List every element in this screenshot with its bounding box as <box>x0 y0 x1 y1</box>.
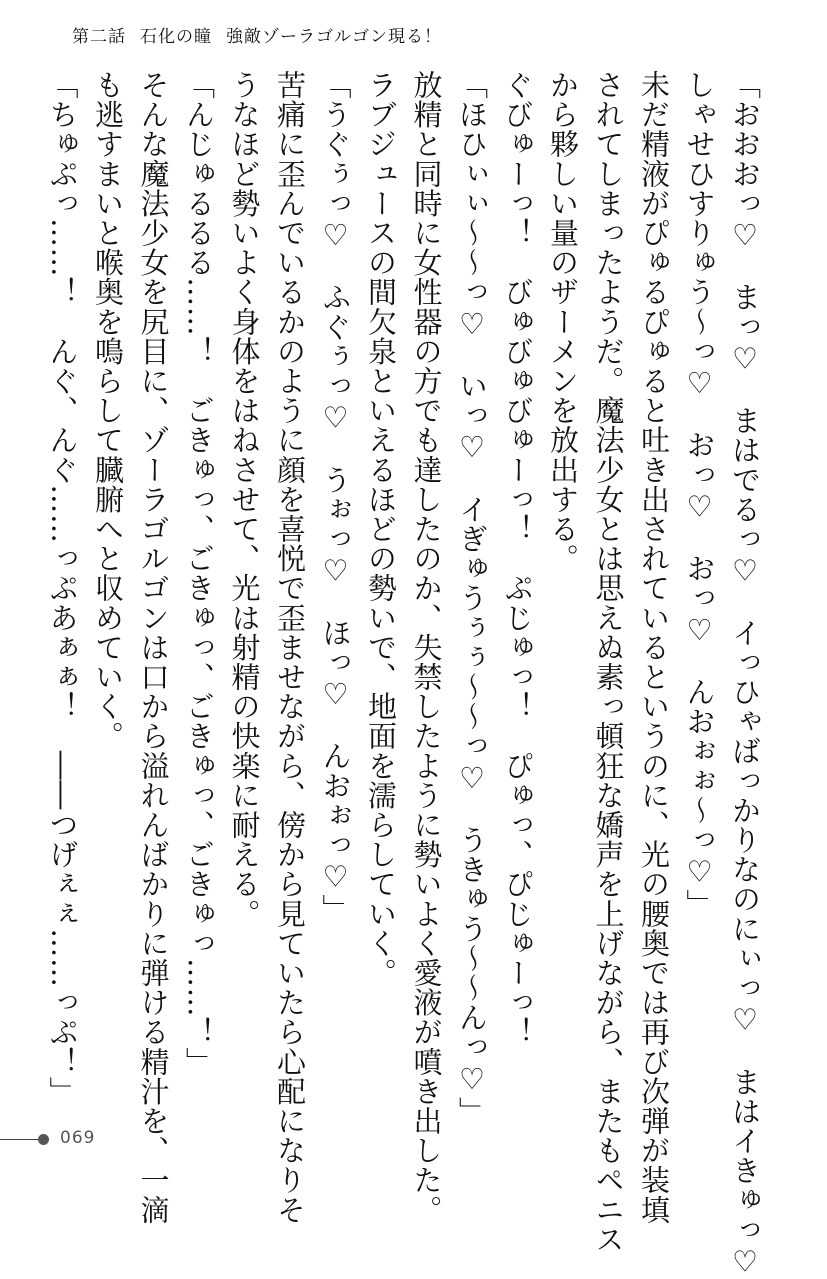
text-line-8: 放精と同時に女性器の方でも達したのか、失禁したように勢いよく愛液が噴き出した。 <box>409 70 444 1225</box>
text-line-2: しゃせひすりゅう～っ♡ おっ♡ おっ♡ んおぉぉ～っ♡」 <box>682 70 717 919</box>
chapter-subtitle: 強敵ゾーラゴルゴン現る！ <box>226 27 442 47</box>
text-line-7: 「ほひぃぃ～～っ♡ いっ♡ イぎゅうぅぅ～～っ♡ うきゅう～～んっ♡」 <box>455 70 489 1126</box>
text-line-16: 「ちゅぷっ……！ んぐ、んぐ……っぷあぁぁ！ ――つげぇぇ……っぷ！」 <box>45 70 80 1106</box>
text-line-10: 「うぐぅっ♡ ふぐぅっ♡ うぉっ♡ ほっ♡ んおぉっ♡」 <box>318 70 353 924</box>
chapter-title: 石化の瞳 <box>140 27 212 47</box>
text-line-5: から夥しい量のザーメンを放出する。 <box>546 70 580 574</box>
text-line-15: も逃すまいと喉奥を鳴らして臓腑へと収めていく。 <box>91 70 125 751</box>
running-head <box>72 22 442 47</box>
footer-rule <box>0 1139 40 1140</box>
text-line-3: 未だ精液がぴゅるぴゅると吐き出されているというのに、光の腰奥では再び次弾が装填 <box>637 70 671 1225</box>
footer-dot <box>38 1134 49 1145</box>
text-line-6: ぐびゅーっ！ びゅびゅびゅーっ！ ぷじゅっ！ ぴゅっ、ぴじゅーっ！ <box>500 70 535 1047</box>
text-line-9: ラブジュースの間欠泉といえるほどの勢いで、地面を濡らしていく。 <box>364 70 398 988</box>
page-footer <box>0 1128 160 1152</box>
chapter-number: 第二話 <box>72 27 126 47</box>
text-line-12: うなほど勢いよく身体をはねさせて、光は射精の快楽に耐える。 <box>227 70 262 929</box>
text-line-1: 「おおおっ♡ まっ♡ まはでるっ♡ イっひゃばっかりなのにぃっ♡ まはイきゅっ♡ <box>728 70 762 1279</box>
text-line-4: されてしまったようだ。魔法少女とは思えぬ素っ頓狂な嬌声を上げながら、またもペニス <box>591 70 626 1254</box>
text-line-14: そんな魔法少女を尻目に、ゾーラゴルゴンは口から溢れんばかりに弾ける精汁を、一滴 <box>136 70 171 1225</box>
text-line-13: 「んじゅるるる……！ ごきゅっ、ごきゅっ、ごきゅっ、ごきゅっ……！」 <box>182 70 216 1077</box>
page-number: 069 <box>60 1128 96 1148</box>
text-line-11: 苦痛に歪んでいるかのように顔を喜悦で歪ませながら、傍から見ていたら心配になりそ <box>273 70 307 1225</box>
